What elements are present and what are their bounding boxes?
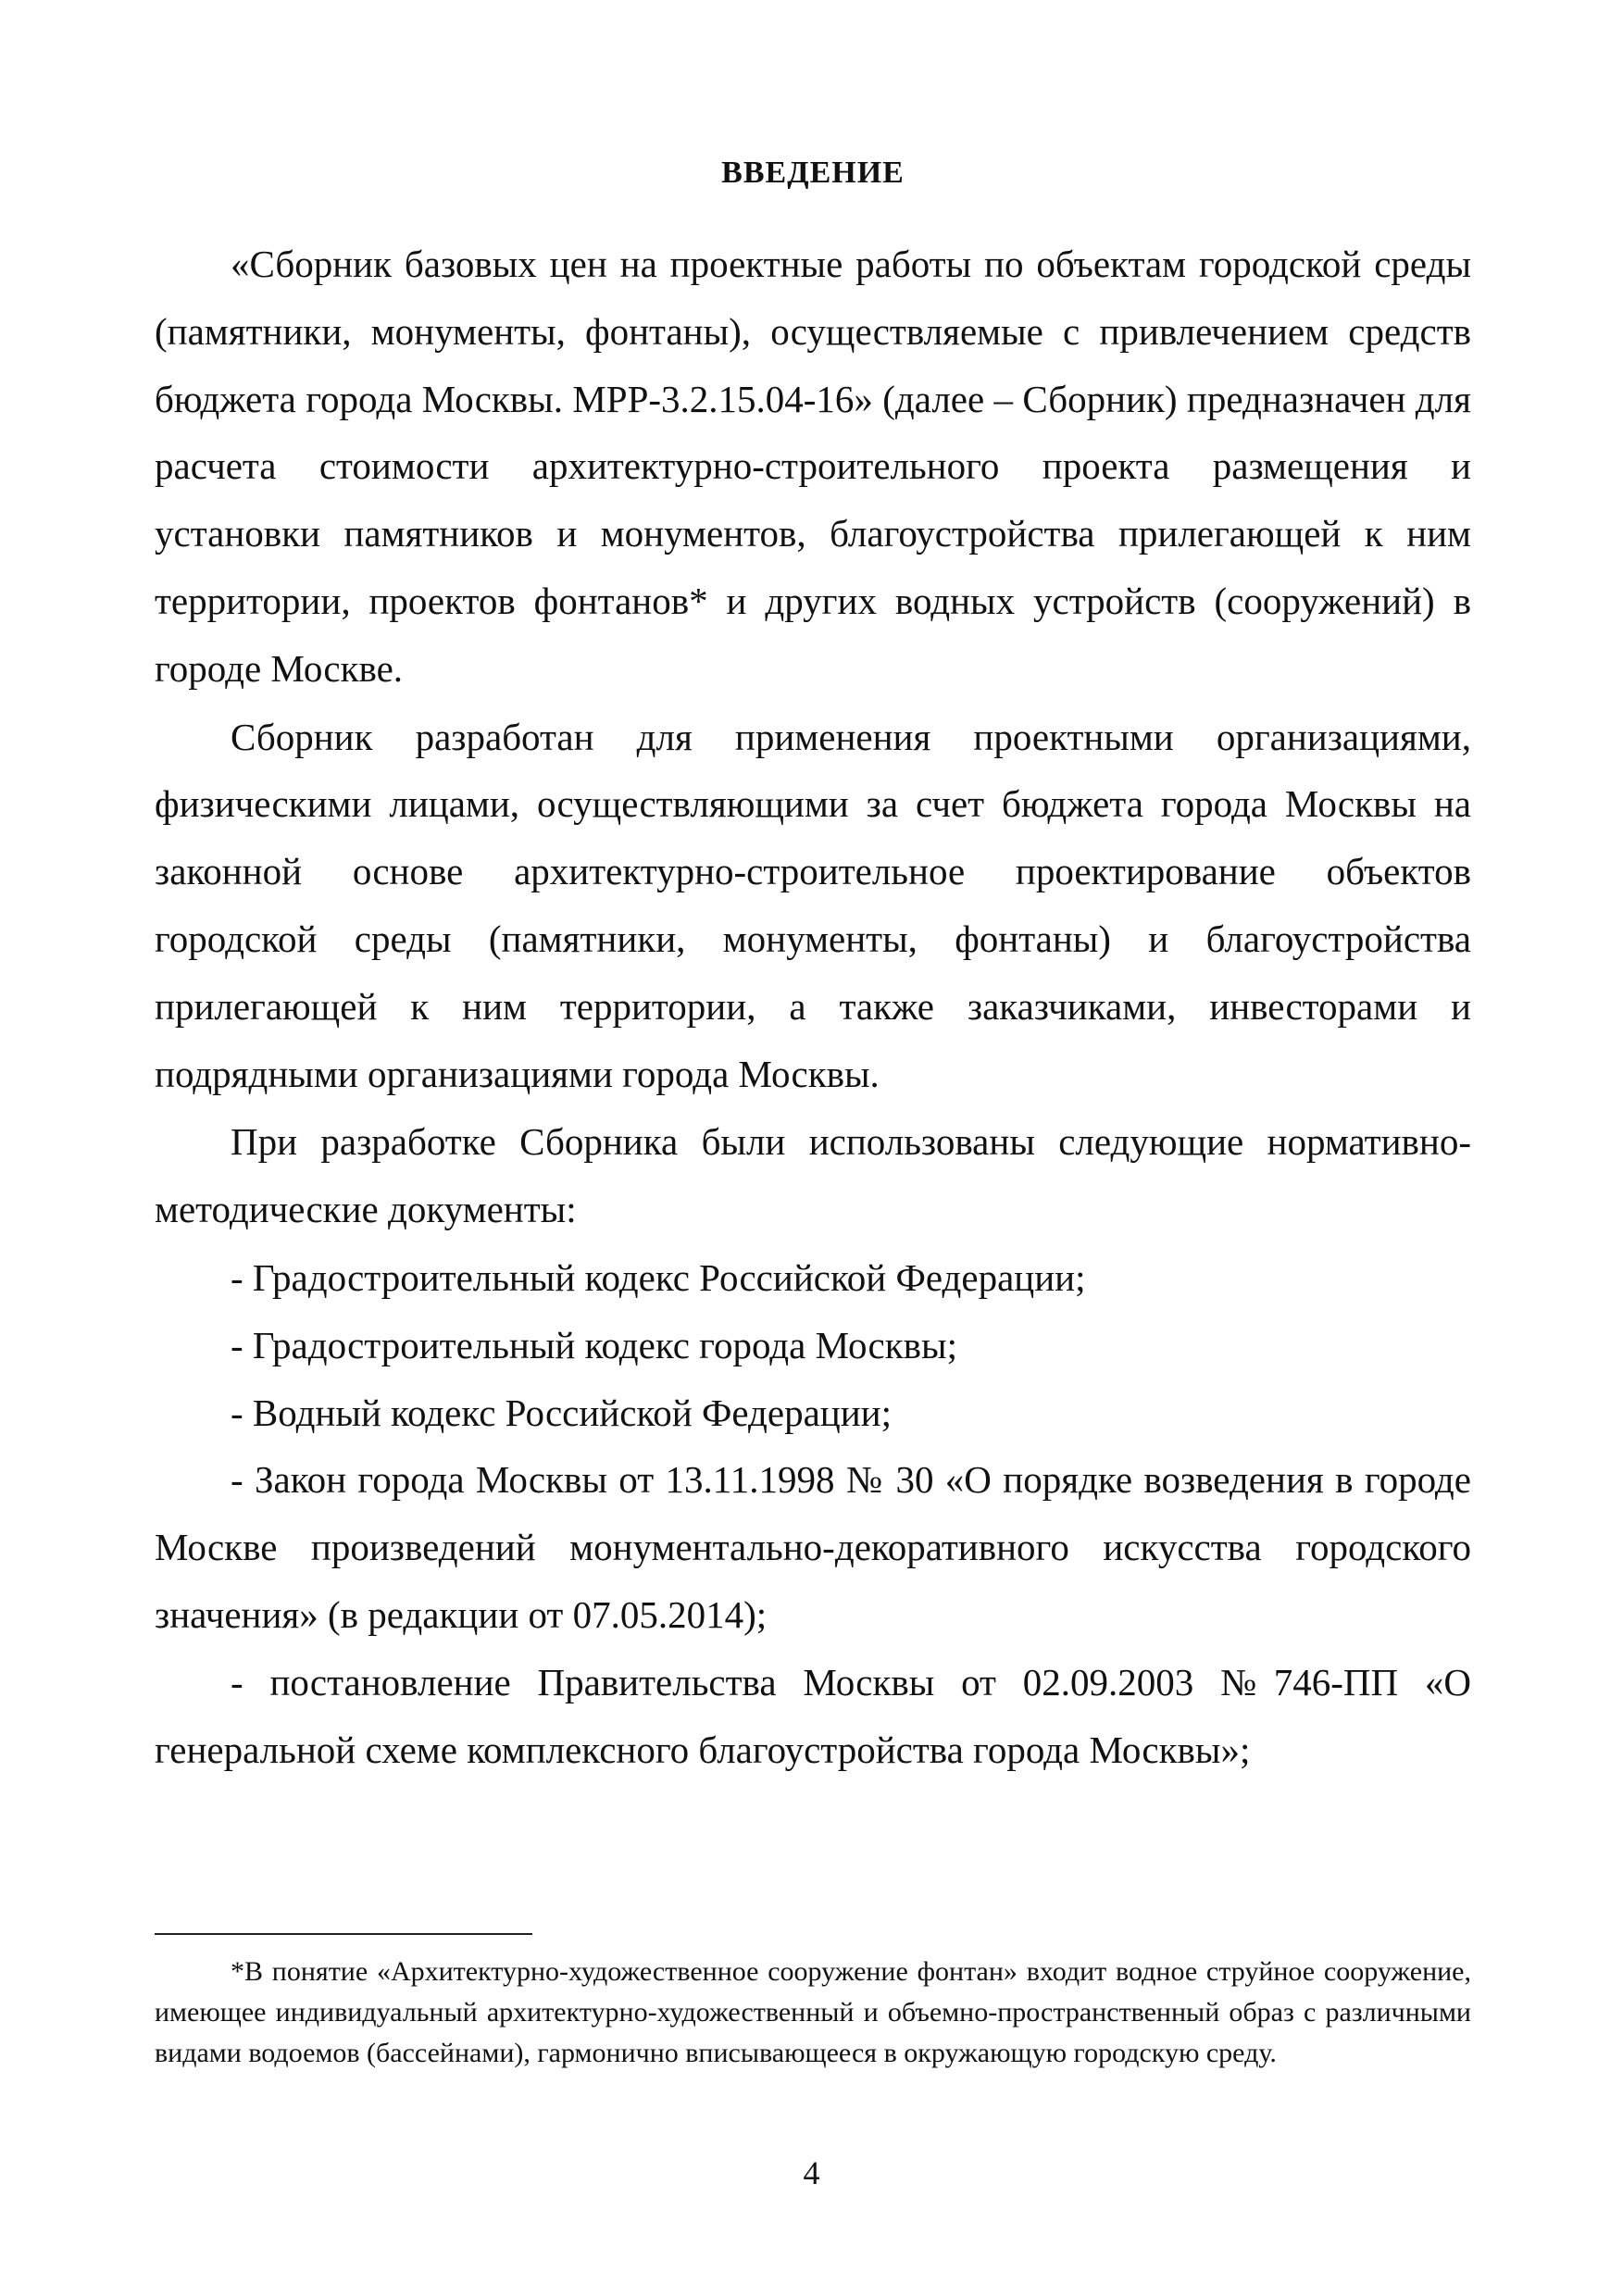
footnote-separator bbox=[155, 1933, 532, 1935]
intro-paragraph-2: Сборник разработан для применения проектными организациями, физическими лицами, осуществляющими за счет бюджета города Москвы на законной основе архитектурно-строительное проектирование объектов городской среды (памятники, монументы, фонтаны) и благоустройства прилегающей к ним территории, а также заказчиками, инвесторами и подрядными организациями города Москвы. bbox=[155, 715, 1471, 1095]
list-item: - Градостроительный кодекс города Москвы; bbox=[231, 1323, 957, 1366]
page-number: 4 bbox=[803, 2154, 820, 2191]
page-body bbox=[155, 153, 1471, 1783]
list-item: - Закон города Москвы от 13.11.1998 № 30 «О порядке возведения в городе Москве произведений монументально-декоративного искусства городского значения» (в редакции от 07.05.2014); bbox=[155, 1458, 1471, 1636]
list-item: - Водный кодекс Российской Федерации; bbox=[231, 1391, 892, 1434]
list-item: - Градостроительный кодекс Российской Федерации; bbox=[231, 1255, 1086, 1299]
intro-paragraph-1: «Сборник базовых цен на проектные работы по объектам городской среды (памятники, монументы, фонтаны), осуществляемые с привлечением средств бюджета города Москвы. МРР-3.2.15.04-16» (далее – Сборник) предназначен для расчета стоимости архитектурно-строительного проекта размещения и установки памятников и монументов, благоустройства прилегающей к ним территории, проектов фонтанов* и других водных устройств (сооружений) в городе Москве. bbox=[155, 243, 1471, 690]
footnote: *В понятие «Архитектурно-художественное сооружение фонтан» входит водное струйное сооружение, имеющее индивидуальный архитектурно-художественный и объемно-пространственный образ с различными видами водоемов (бассейнами), гармонично вписывающееся в окружающую городскую среду. bbox=[155, 1956, 1471, 2068]
list-item: - постановление Правительства Москвы от 02.09.2003 №746-ПП «О генеральной схеме комплексного благоустройства города Москвы»; bbox=[155, 1660, 1471, 1771]
page-title: ВВЕДЕНИЕ bbox=[721, 156, 905, 190]
intro-paragraph-3: При разработке Сборника были использованы следующие нормативно-методические документы: bbox=[155, 1120, 1471, 1231]
